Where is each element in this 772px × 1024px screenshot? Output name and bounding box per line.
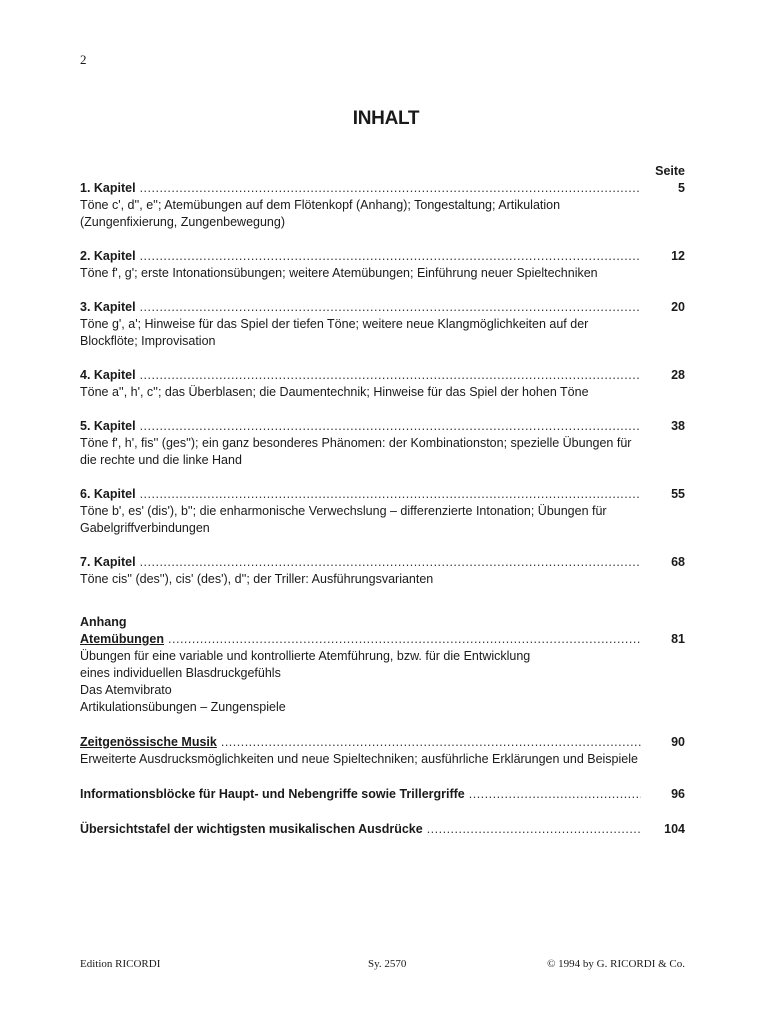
entry-page-number: 104	[664, 822, 685, 836]
entry-heading: 7. Kapitel	[80, 555, 136, 569]
entry-page-number: 38	[671, 419, 685, 433]
toc-entry-informationsbloecke	[80, 786, 685, 803]
entry-page-number: 55	[671, 487, 685, 501]
anhang-label: Anhang	[80, 615, 127, 629]
entry-page-number: 81	[671, 632, 685, 646]
entry-heading: 5. Kapitel	[80, 419, 136, 433]
leader-dots	[140, 299, 641, 316]
entry-description: Erweiterte Ausdrucksmöglichkeiten und neue Spieltechniken; ausführliche Erklärungen und Beispiele	[80, 752, 638, 766]
leader-dots	[140, 248, 641, 265]
seite-header: Seite	[655, 164, 685, 178]
entry-heading: 6. Kapitel	[80, 487, 136, 501]
entry-heading: 4. Kapitel	[80, 368, 136, 382]
entry-heading: 2. Kapitel	[80, 249, 136, 263]
entry-description: Töne a'', h', c''; das Überblasen; die Daumentechnik; Hinweise für das Spiel der hohen Töne	[80, 385, 589, 399]
leader-dots	[140, 554, 641, 571]
footer-catalog-number: Sy. 2570	[368, 958, 407, 970]
leader-dots	[140, 418, 641, 435]
entry-description: Töne f', h', fis'' (ges''); ein ganz besonderes Phänomen: der Kombinationston; spezielle Übungen für die rechte und die linke Hand	[80, 436, 632, 467]
entry-page-number: 5	[678, 181, 685, 195]
entry-page-number: 68	[671, 555, 685, 569]
toc-entry-chapter-3	[80, 299, 685, 350]
page-title: INHALT	[352, 108, 420, 129]
entry-description: Töne f', g'; erste Intonationsübungen; weitere Atemübungen; Einführung neuer Spieltechniken	[80, 266, 598, 280]
entry-line: Übungen für eine variable und kontrollierte Atemführung, bzw. für die Entwicklung	[80, 649, 531, 663]
entry-page-number: 20	[671, 300, 685, 314]
toc-entry-chapter-7	[80, 554, 685, 588]
entry-heading: 1. Kapitel	[80, 181, 136, 195]
toc-entry-chapter-2	[80, 248, 685, 282]
entry-line: eines individuellen Blasdruckgefühls	[80, 666, 281, 680]
entry-description: Töne g', a'; Hinweise für das Spiel der tiefen Töne; weitere neue Klangmöglichkeiten auf der Blockflöte; Improvisation	[80, 317, 589, 348]
chapter-list	[80, 180, 685, 588]
entry-description: Töne c', d'', e''; Atemübungen auf dem Flötenkopf (Anhang); Tongestaltung; Artikulation (Zungenfixierung, Zungenbewegung)	[80, 198, 561, 229]
entry-heading: Atemübungen	[80, 632, 165, 646]
leader-dots	[140, 367, 641, 384]
leader-dots	[427, 821, 641, 838]
entry-page-number: 90	[671, 735, 685, 749]
toc-entry-zeitgenoessische-musik	[80, 734, 685, 768]
entry-line: Artikulationsübungen – Zungenspiele	[80, 700, 286, 714]
page-number: 2	[80, 52, 87, 67]
entry-heading: Informationsblöcke für Haupt- und Nebengriffe sowie Trillergriffe	[80, 787, 465, 801]
table-of-contents	[80, 163, 685, 856]
entry-page-number: 12	[671, 249, 685, 263]
entry-description: Töne cis'' (des''), cis' (des'), d''; der Triller: Ausführungsvarianten	[80, 572, 434, 586]
entry-line: Das Atemvibrato	[80, 683, 172, 697]
toc-entry-chapter-4	[80, 367, 685, 401]
leader-dots	[168, 631, 641, 648]
entry-heading: 3. Kapitel	[80, 300, 136, 314]
toc-entry-uebersichtstafel	[80, 821, 685, 838]
entry-heading: Übersichtstafel der wichtigsten musikalischen Ausdrücke	[80, 822, 423, 836]
entry-description: Töne b', es' (dis'), b''; die enharmonische Verwechslung – differenzierte Intonation; Übungen für Gabelgriffverbindungen	[80, 504, 607, 535]
toc-entry-chapter-5	[80, 418, 685, 469]
toc-entry-chapter-1	[80, 180, 685, 231]
entry-heading: Zeitgenössische Musik	[80, 735, 217, 749]
entry-page-number: 28	[671, 368, 685, 382]
footer-publisher: Edition RICORDI	[80, 958, 161, 970]
leader-dots	[140, 180, 641, 197]
leader-dots	[221, 734, 641, 751]
entry-page-number: 96	[671, 787, 685, 801]
leader-dots	[140, 486, 641, 503]
leader-dots	[469, 786, 641, 803]
footer-copyright: © 1994 by G. RICORDI & Co.	[547, 958, 685, 970]
toc-entry-chapter-6	[80, 486, 685, 537]
toc-entry-atemuebungen	[80, 631, 685, 716]
